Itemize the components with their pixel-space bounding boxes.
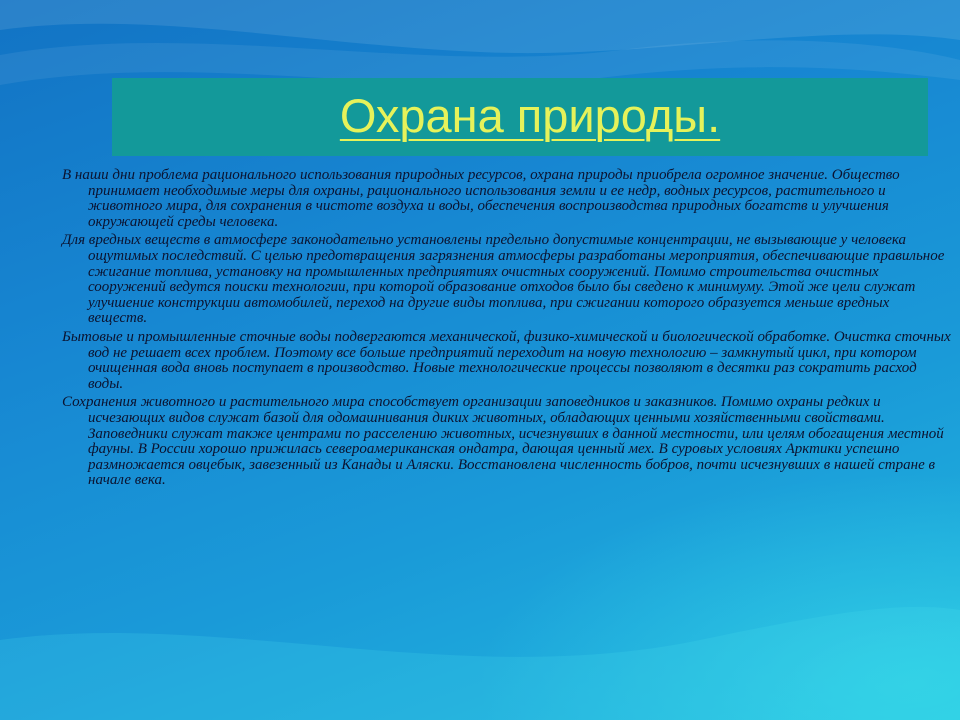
paragraph-1: В наши дни проблема рационального использования природных ресурсов, охрана природы приобрела огромное значение. Общество принимает необходимые меры для охраны, рационального использования земли и ее недр, водных ресурсов, растительного и животного мира, для сохранения в чистоте воздуха и воды, обеспечения воспроизводства природных богатств и улучшения окружающей среды человека. bbox=[62, 167, 900, 230]
bottom-wave bbox=[0, 607, 960, 720]
paragraph-3: Бытовые и промышленные сточные воды подвергаются механической, физико-химической и биологической обработке. Очистка сточных вод не решает всех проблем. Поэтому все больше предприятий переходит на новую технологию – замкнутый цикл, при котором очищенная вода вновь поступает в производство. Новые технологические процессы позволяют в десятки раз сократить расход воды. bbox=[62, 328, 951, 392]
paragraph-2: Для вредных веществ в атмосфере законодательно установлены предельно допустимые концентрации, не вызывающие у человека ощутимых последствий. С целью предотвращения загрязнения атмосферы разработаны мероприятия, обеспечивающие правильное сжигание топлива, установку на промышленных предприятиях очистных сооружений. Помимо строительства очистных сооружений ведутся поиски технологии, при которой образование отходов было бы сведено к минимуму. Этой же цели служат улучшение конструкции автомобилей, переход на другие виды топлива, при сжигании которого образуется меньше вредных веществ. bbox=[62, 232, 945, 327]
paragraph-4: Сохранения животного и растительного мира способствует организации заповедников и заказников. Помимо охраны редких и исчезающих видов служат базой для одомашнивания диких животных, обладающих ценными хозяйственными свойствами. Заповедники служат также центрами по расселению животных, исчезнувших в данной местности, или целям обогащения местной фауны. В России хорошо прижилась североамериканская ондатра, дающая ценный мех. В суровых условиях Арктики успешно размножается овцебык, завезенный из Канады и Аляски. Восстановлена численность бобров, почти исчезнувших в нашей стране в начале века. bbox=[62, 394, 944, 489]
slide-title: Охрана природы. bbox=[339, 89, 721, 142]
body-text bbox=[62, 168, 952, 492]
